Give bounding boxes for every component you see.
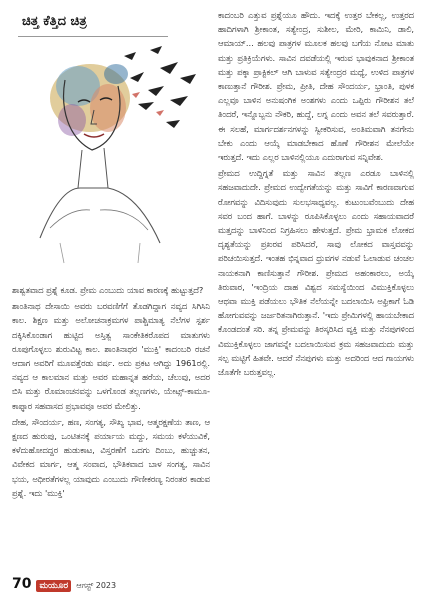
illustration-portrait (20, 38, 200, 268)
article-column-left (12, 283, 210, 573)
title-underline (18, 36, 168, 37)
page-number: 70 (12, 576, 32, 592)
magazine-logo: ಮಯೂರ (36, 580, 71, 592)
issue-date: ಆಗಸ್ಟ್ 2023 (76, 581, 117, 590)
page-footer (12, 576, 212, 594)
paragraph: ದೇಹ, ಸೌಂದರ್ಯ, ಹಣ, ಸಂಗತ್ಯ, ಸೌಖ್ಯ ಭಾವ, ಆತ್ಮರಕ್ಷಣೆಯ ತಾಣ, ಆ ಕ್ಷಣದ ಹುರುಪು, ಒಂಟಿತನಕ್ಕೆ ಪರ್ಯಾಯ ಮದ್ದು, ಸಮಯ ಕಳೆಯುವಿಕೆ, ಕಳೆದುಹೋದದ್ದರ ಹುಡುಕಾಟ, ವಿಸ್ತರಣೆಗೆ ಒದಗು ದಿಂಬು, ಹುಚ್ಚುತನ, ವಿವೇಕದ ಮಾರ್ಗ, ಆತ್ಮ ಸಂವಾದ, ಭೌತಿಕವಾದ ಬಾಳ ಸಂಗತ್ಯ, ಸಾವಿನ ಭಯ, ಅಧೀರತೆಗಳಲ್ಲ ಯಾವುದು ಎಂಬುದು ಗೌಣೀಕರಣ್ಯ ನಿರಂತರ ಕಾಡುವ ಪ್ರಶ್ನೆ. ಇದು 'ಮುಕ್ತಿ' (12, 416, 210, 498)
article-column-right (218, 8, 414, 573)
paragraph: ಕಾದಂಬರಿ ಎತ್ತುವ ಪ್ರಶ್ನೆಯೂ ಹೌದು. ಇದಕ್ಕೆ ಉತ್ತರ ಬೇಕಲ್ಲ, ಉತ್ತರದ ಹಾದಿಗಳಾಗಿ ಶ್ರೀಕಾಂತ, ಸತ್ಯೇಂದ್ರ, ಸುಶೀಲ, ಮೇರಿ, ಕಾಮಿನಿ, ಡಾಲಿ, ಆಮಾಯ್... ಹಲವು ಪಾತ್ರಗಳ ಮೂಲಕ ಹಲವು ಬಗೆಯ ನೋಟ ಮಾತು ಮತ್ತು ಪ್ರತಿಕ್ರಿಯೆಗಳು. ಸಾವಿನ ದವಡೆಯಲ್ಲಿ ಇರುವ ಭಾವುಕನಾದ ಶ್ರೀಕಾಂತ ಮತ್ತು ಪಕ್ಕಾ ಪ್ರಾಕ್ಟಿಕಲ್ ಆಗಿ ಬಾಳುವ ಸತ್ಯೇಂದ್ರರ ಮಧ್ಯೆ, ಉಳಿದ ಪಾತ್ರಗಳ ಕಾಣುತ್ತಾನೆ ಗೌರೀಶ. ಪ್ರೇಮ, ಪ್ರೀತಿ, ದೇಹ ಸೌಂದರ್ಯ, ಭ್ರಾಂತಿ, ಪುಳಕ ಎಲ್ಲವೂ ಬಾಳಿನ ಅನುಷಂಗಿಕ ಅಂಶಗಳು ಎಂದು ಒಪ್ಪಿರು ಗೌರೀಶನ ತಲೆ ತಿಂದರೆ, ಇನ್ನೊಬ್ಬನು ನೌಕರಿ, ಹುದ್ದೆ, ಲಗ್ನ ಎಂದು ಅವನ ತಲೆ ಸವರುತ್ತಾರೆ. ಈ ಸಲಹೆ, ಮಾರ್ಗದರ್ಶನಗಳನ್ನು ಸ್ವೀಕರಿಸುವ, ಅಂತಿಮವಾಗಿ ತನಗೇನು ಬೇಕು ಎಂದು ಆಯ್ಕೆ ಮಾಡಬೇಕಾದ ಹೊಣೆ ಗೌರೀಶನ ಮೇಲೆಯೇ ಇರುತ್ತದೆ. ಇದು ಎಲ್ಲರ ಬಾಳಿನಲ್ಲಿಯೂ ಎದುರಾಗುವ ಸನ್ನಿವೇಶ. (218, 10, 414, 163)
paragraph: ಪ್ರೇಮದ ಉದ್ದಿಗ್ನತೆ ಮತ್ತು ಸಾವಿನ ತಲ್ಲಣ ಎರಡೂ ಬಾಳಿನಲ್ಲಿ ಸಹಜವಾದುದೇ. ಪ್ರೇಮದ ಉದ್ವೇಗತೆಯನ್ನು ಮತ್ತು ಸಾವಿಗೆ ಕಾರಣವಾಗುವ ರೋಗವನ್ನು ವಿದಿಸುವುದು ಸುಲಭಸಾಧ್ಯವಲ್ಲ. ಕುಟುಂಬವೆಂಬುದು ದೇಹ ಸವರ ಬಂದ ಹಾಗೆ. ಬಾಳನ್ನು ರೂಪಿಸಿಕೊಳ್ಳಲು ಎಂದು ಸಹಾಯವಾದರೆ ಮತ್ತದನ್ನು ಬಾಳಿನಿಂದ ನಿಗ್ರಹಿಸಲು ಹೇಳುತ್ತದೆ. ಪ್ರೇಮ ಭ್ರಾಮಕ ಲೋಕದ ದೃಶ್ಯತೆಯನ್ನು ಪ್ರಖರವ ಪರಿಸಿದರೆ, ಸಾವು ಲೋಕದ ವಾಸ್ತವವನ್ನು ಪರಿಚಯಿಸುತ್ತದೆ. ಇಂತಹ ಭಿನ್ನವಾದ ಧ್ರುವಗಳ ನಡುವೆ ಓಲಾಡುವ ಚಂಚಲ ನಾಯಕನಾಗಿ ಕಾಣಿಸುತ್ತಾನೆ ಗೌರೀಶ. ಪ್ರೇಮದ ಅಹಂಕಾರಲು, ಅಯ್ಕೆ ತಿರುವಾರ, 'ಇಂದ್ರಿಯ ದಾಹ ವಿಶ್ವದ ಸಮಸ್ಯೆಯಿಂದ ವಿಮುಕ್ತಿಕೊಳ್ಳಲು ಆಥವಾ ಮುಕ್ತಿ ಪಡೆಯಲು ಭೌತಿಕ ನೆಲೆಯನ್ನೇ ಬದಲಾಯಿಸಿ ಅಫ್ರಿಕಾಗೆ ಓಡಿ ಹೋಗುವವನ್ನು ಜರ್ಜರಿತನಾಗಿರುತ್ತಾನೆ. 'ಇದು ಪ್ರೇಮಿಗಳಲ್ಲಿ ಹಾಯಬೇಕಾದ ಕೊಂಡದಂತೆ ಸರಿ. ತನ್ನ ಪ್ರೇಮವನ್ನು ತಿರಸ್ಕರಿಸಿದ ವ್ಯಕ್ತಿ ಮತ್ತು ನೆನಪುಗಳಿಂದ ವಿಮುಕ್ತಿಕೊಳ್ಳಲು ಜಾಗವನ್ನೇ ಬದಲಾಯಿಸುವ ಕ್ರಮ ಸಹಜವಾದುದು ಮತ್ತು ಸಲ್ಪ ಮಟ್ಟಿಗೆ ಹಿತವೇ. ಆದರೆ ನೆನಪುಗಳು ಮತ್ತು ಅದರಿಂದ ಆದ ಗಾಯಗಳು ಜೊತೆಗೇ ಬರುತ್ತವಲ್ಲ. (218, 168, 414, 378)
section-title: ಚಿತ್ತ ಕೆತ್ತಿದ ಚಿತ್ರ (22, 14, 87, 29)
paragraph: ಶಾಶ್ವತವಾದ ಪ್ರಶ್ನೆ ಕೂಡ. ಪ್ರೇಮ ಎಂಬುದು ಯಾವ ಕಾರಣಕ್ಕೆ ಹುಟ್ಟುತ್ತದೆ? (12, 285, 204, 295)
paragraph: ಶಾಂತಿನಾಥ ದೇಸಾಯಿ ಅವರು ಬರವಣಿಗೆಗೆ ತೊಡಗಿದ್ದಾಗ ನವ್ಯದ ಸಿಗಿಸಿನಿ ಕಾಲ. ಶಿಕ್ಷಣ ಮತ್ತು ಅಲೋಚನಾಕ್ರಮಗಳ ಪಾಶ್ಚಿಮಾತ್ಯ ನೆಲೆಗಳ ಸ್ಪರ್ಶ ದಕ್ಕಿಸಿಕೊಂಡಾಗ ಹುಟ್ಟಿದ ಅಸ್ತಿತ್ವ ಸಾಂಕೇತಿಕರೊಪದ ಮಾತುಗಳು ರೂಪುಗೊಳ್ಳಲು ಶುರುವಿಟ್ಟ ಕಾಲ. ಶಾಂತಿನಾಥರ 'ಮುಕ್ತಿ' ಕಾದಂಬರಿ ರಚನೆ ಆದಾಗ ಅವರಿಗೆ ಮೂವತ್ತೆರಡು ವರ್ಷ. ಅದು ಪ್ರಕಟ ಆಗಿದ್ದು 1961ರಲ್ಲಿ. ನವ್ಯದ ಆ ಕಾಲಮಾನ ಮತ್ತು ಅವರ ಮಹಾನ್ನತ ಹರೆಯ, ಚೆಲುವು, ಅದರ ಬಿಸಿ ಮತ್ತು ರೊಮಾಂಚನವನ್ನು ಒಳಗೊಂಡ ತಲ್ಲಣಗಳು, ಯೇಟ್ಸ್-ಕಾಮೂ-ಕಾಫ್ಕಾರ ಸಹವಾಸದ ಪ್ರಭಾವವೂ ಅವರ ಮೇಲಿತ್ತು. (12, 301, 210, 411)
section-header (8, 10, 208, 38)
